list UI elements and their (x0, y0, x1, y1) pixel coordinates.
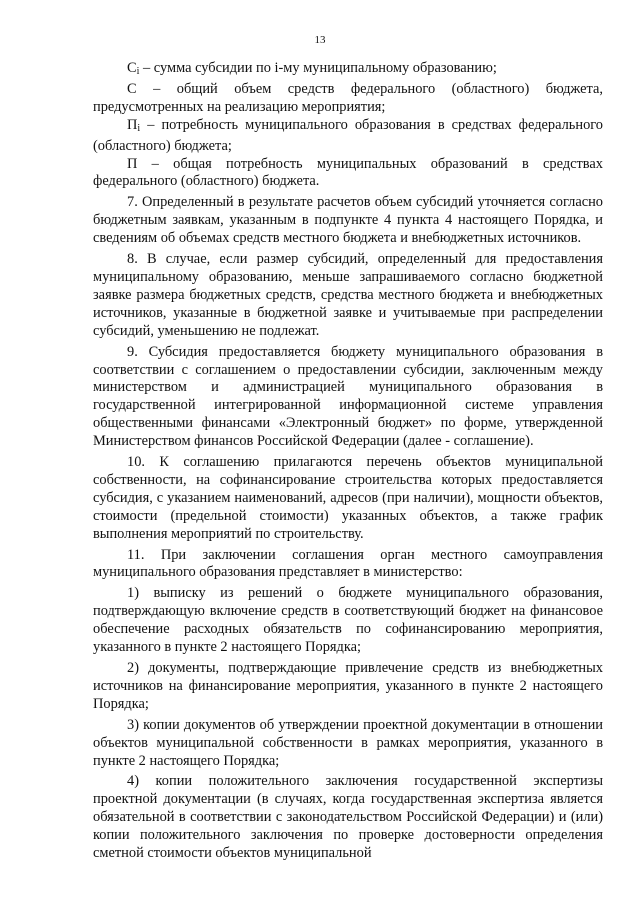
paragraph-c-definition: C – общий объем средств федерального (областного) бюджета, предусмотренных на реализацию мероприятия; (93, 80, 603, 115)
body-text (93, 60, 603, 863)
paragraph-p-definition: П – общая потребность муниципальных образований в средствах федерального (областного) бюджета. (93, 155, 603, 190)
paragraph-subitem-3: 3) копии документов об утверждении проектной документации в отношении объектов муниципальной собственности в рамках мероприятия, указанного в пункте 2 настоящего Порядка; (93, 716, 603, 769)
paragraph-subitem-4: 4) копии положительного заключения государственной экспертизы проектной документации (в случаях, когда государственная экспертиза является обязательной в соответствии с законодательством Российской Федерации) и (или) копии положительного заключения по проверке достоверности определения сметной стоимости объектов муниципальной (93, 773, 603, 862)
page-number: 13 (314, 34, 326, 46)
paragraph-item-10: 10. К соглашению прилагаются перечень объектов муниципальной собственности, на софинансирование строительства которых предоставляется субсидия, с указанием наименований, адресов (при наличии), мощности объектов, стоимости (предельной стоимости) указанных объектов, а также график выполнения мероприятий по строительству. (93, 454, 603, 542)
paragraph-ci-definition: $C_i$ – сумма субсидии по i-му муниципальному образованию; (127, 60, 497, 77)
paragraph-item-11: 11. При заключении соглашения орган местного самоуправления муниципального образования представляет в министерство: (93, 546, 603, 581)
paragraph-pi-definition: $П_i$ – потребность муниципального образования в средствах федерального (областного) бюджета; (93, 116, 603, 154)
paragraph-item-7: 7. Определенный в результате расчетов объем субсидий уточняется согласно бюджетным заявкам, указанным в подпункте 4 пункта 4 настоящего Порядка, и сведениям об объемах средств местного бюджета и внебюджетных источников. (93, 194, 603, 247)
paragraph-item-9: 9. Субсидия предоставляется бюджету муниципального образования в соответствии с соглашением о предоставлении субсидии, заключенным между министерством и администрацией муниципального образования в государственной интегрированной информационной системе управления общественными финансами «Электронный бюджет» по форме, утвержденной Министерством финансов Российской Федерации (далее - соглашение). (93, 343, 603, 450)
paragraph-subitem-1: 1) выписку из решений о бюджете муниципального образования, подтверждающую включение средств в соответствующий бюджет на финансовое обеспечение расходных обязательств по софинансированию мероприятия, указанного в пункте 2 настоящего Порядка; (93, 585, 603, 656)
paragraph-item-8: 8. В случае, если размер субсидий, определенный для предоставления муниципальному образованию, меньше запрашиваемого согласно бюджетной заявке размера бюджетных средств, средства местного бюджета и внебюджетных источников, указанные в бюджетной заявке и учитываемые при распределении субсидий, уменьшению не подлежат. (93, 251, 603, 339)
paragraph-subitem-2: 2) документы, подтверждающие привлечение средств из внебюджетных источников на финансирование мероприятия, указанного в пункте 2 настоящего Порядка; (93, 660, 603, 712)
